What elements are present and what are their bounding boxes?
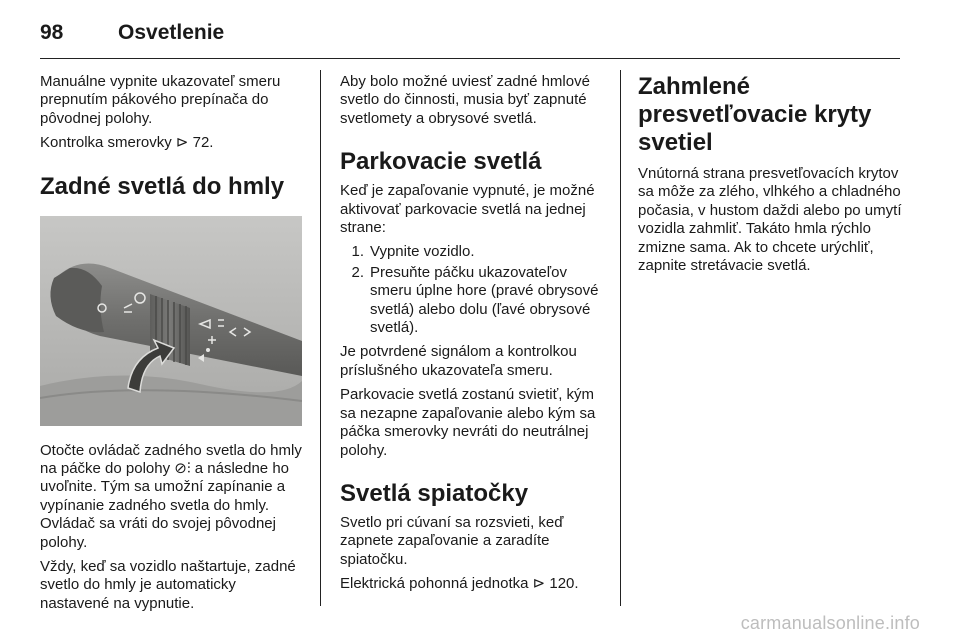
watermark: carmanualsonline.info bbox=[740, 613, 920, 633]
paragraph-misted-covers: Vnútorná strana presvetľovacích krytov sa môže za zlého, vlhkého a chladného počasia, v hustom daždi alebo po umytí vozidla zahmliť. Takáto hmla rýchlo zmizne sama. Ak to chcete urýchliť, zapnite stretávacie svetlá. bbox=[638, 165, 902, 275]
fog-light-lever-figure bbox=[40, 216, 302, 426]
step-number: 1. bbox=[351, 243, 364, 261]
step-text: Presuňte páčku ukazovateľov smeru úplne hore (pravé obrysové svetlá) alebo dolu (ľavé obrysové svetlá). bbox=[370, 263, 599, 337]
column-divider-right bbox=[620, 70, 621, 606]
list-item bbox=[340, 243, 605, 261]
paragraph-parking-intro: Keď je zapaľovanie vypnuté, je možné aktivovať parkovacie svetlá na jednej strane: bbox=[340, 182, 595, 237]
parking-steps-list bbox=[340, 243, 605, 337]
heading-rear-fog-lights: Zadné svetlá do hmly bbox=[40, 172, 285, 200]
heading-misted-light-covers: Zahmlené presvetľovacie kryty svetiel bbox=[638, 73, 872, 156]
step-number: 2. bbox=[351, 263, 364, 281]
fog-light-lever-icon bbox=[40, 216, 302, 426]
page-number: 98 bbox=[40, 21, 64, 44]
paragraph-electric-drive-ref: Elektrická pohonná jednotka ⊳ 120. bbox=[340, 575, 579, 593]
header-rule bbox=[40, 58, 900, 59]
list-item bbox=[340, 264, 605, 338]
chapter-title: Osvetlenie bbox=[118, 21, 225, 44]
step-text: Vypnite vozidlo. bbox=[370, 243, 475, 261]
paragraph-fog-auto-off: Vždy, keď sa vozidlo naštartuje, zadné svetlo do hmly je automaticky nastavené na vypnutie. bbox=[40, 558, 296, 612]
paragraph-manual-off: Manuálne vypnite ukazovateľ smeru prepnutím pákového prepínača do pôvodnej polohy. bbox=[40, 73, 281, 127]
paragraph-indicator-ref: Kontrolka smerovky ⊳ 72. bbox=[40, 134, 214, 152]
column-divider-left bbox=[320, 70, 321, 606]
paragraph-fog-operation: Otočte ovládač zadného svetla do hmly na páčke do polohy ⊘⫶ a následne ho uvoľnite. Tým sa umožní zapínanie a vypínanie zadného svetla do hmly. Ovládač sa vráti do svojej pôvodnej polohy. bbox=[40, 441, 302, 551]
paragraph-fog-requirement: Aby bolo možné uviesť zadné hmlové svetlo do činnosti, musia byť zapnuté svetlomety a obrysové svetlá. bbox=[340, 73, 590, 127]
paragraph-reverse-lights: Svetlo pri cúvaní sa rozsvieti, keď zapnete zapaľovanie a zaradíte spiatočku. bbox=[340, 513, 564, 568]
heading-parking-lights: Parkovacie svetlá bbox=[340, 148, 542, 176]
column-3 bbox=[638, 73, 904, 281]
column-1 bbox=[40, 73, 306, 619]
paragraph-parking-duration: Parkovacie svetlá zostanú svietiť, kým sa nezapne zapaľovanie alebo kým sa páčka smerovky nevráti do neutrálnej polohy. bbox=[340, 386, 596, 459]
paragraph-parking-confirm: Je potvrdené signálom a kontrolkou príslušného ukazovateľa smeru. bbox=[340, 343, 577, 379]
column-2 bbox=[340, 73, 605, 600]
page-header bbox=[40, 16, 224, 50]
heading-reverse-lights: Svetlá spiatočky bbox=[340, 479, 529, 507]
